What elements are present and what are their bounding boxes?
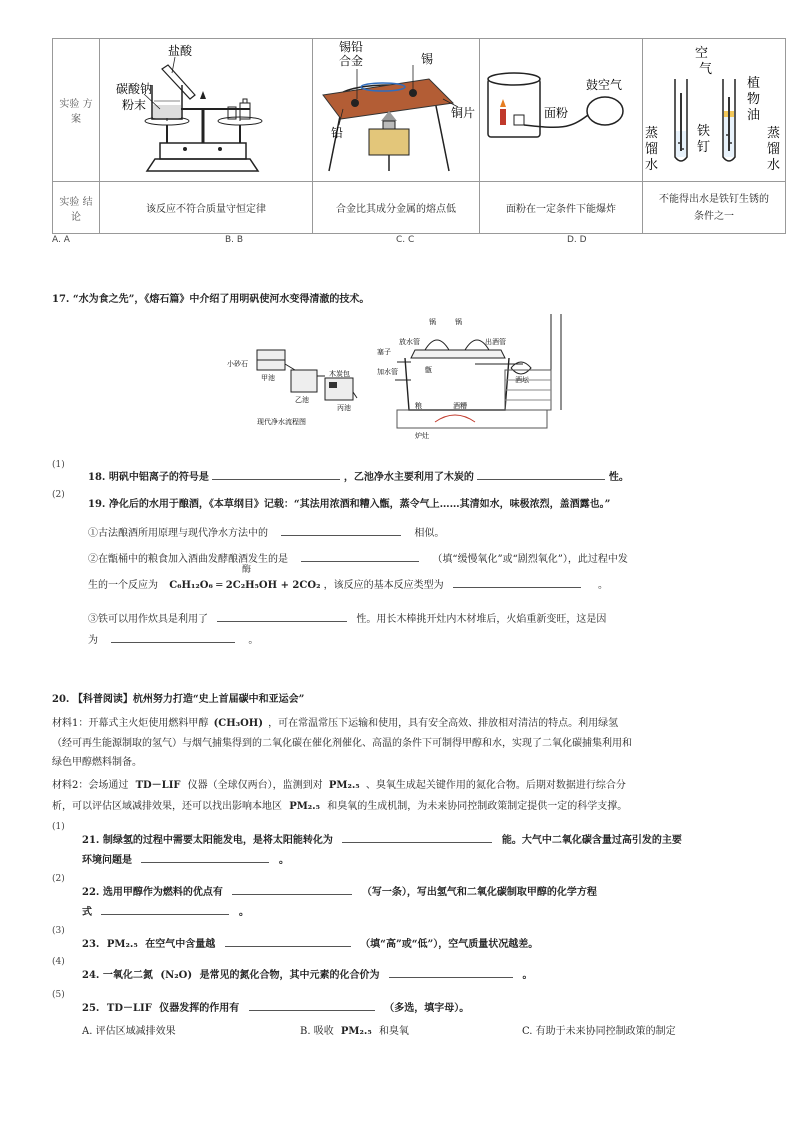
- row-header-conclusion: [53, 182, 100, 234]
- q23-part-number: (3): [52, 926, 65, 936]
- q20-m2-text-e: 和臭氧的生成机制，为未来协同控制政策制定提供一定的科学支撑。: [327, 801, 628, 812]
- q25-tdlif: TD－LIF: [106, 1003, 152, 1014]
- q21-text-d: 。: [278, 855, 289, 866]
- q19-ii-text-c: 生的一个反应为: [88, 580, 158, 591]
- q19-ii-line2: [88, 573, 608, 591]
- conclusion-d-text-1: 不能得出水是铁钉生锈的: [659, 193, 769, 205]
- label-lead: 铅: [331, 126, 344, 140]
- q21-line2: [82, 848, 289, 866]
- q19-ii-blank-reaction-type[interactable]: [453, 573, 581, 588]
- q24-blank-valence[interactable]: [389, 963, 513, 978]
- q25-option-a[interactable]: A. 评估区域减排效果: [82, 1026, 176, 1037]
- q21-line1: [82, 828, 682, 846]
- label-water-left-3: 水: [645, 158, 659, 173]
- q20-m2-text-d: 析，可以评估区域减排效果，还可以找出影响本地区: [52, 801, 282, 812]
- q25-text-b: 仪器发挥的作用有: [159, 1003, 240, 1014]
- q22-line1: [82, 880, 597, 898]
- iron-nail-rust-figure: [643, 39, 785, 177]
- label-stove: 炉灶: [415, 432, 429, 440]
- conclusion-c-text: 面粉在一定条件下能爆炸: [506, 204, 616, 215]
- label-wine-lees: 酒糟: [453, 402, 467, 410]
- q18-text-c: 性。: [608, 472, 629, 483]
- q24-part-number: (4): [52, 957, 65, 967]
- q19-ii-equation: C₆H₁₂O₆ ═ 2C₂H₅OH + 2CO₂: [169, 580, 321, 591]
- q21-text-b: 能。大气中二氧化碳含量过高引发的主要: [501, 835, 682, 846]
- q19-iii-text-c: 为: [88, 635, 98, 646]
- conclusion-a-text: 该反应不符合质量守恒定律: [146, 204, 266, 215]
- q19-ii-text-b: （填“缓慢氧化”或“剧烈氧化”），此过程中发: [432, 554, 628, 565]
- conclusion-d-text-2: 条件之一: [694, 210, 734, 222]
- q22-text-d: 。: [238, 907, 249, 918]
- q21-text-c: 环境问题是: [82, 855, 132, 866]
- label-na2co3: 碳酸钠: [116, 82, 153, 96]
- q22-text-a: 22. 选用甲醇作为燃料的优点有: [82, 887, 223, 898]
- q25-option-b-pm: PM₂.₅: [340, 1026, 372, 1037]
- q20-m1-formula: (CH₃OH): [213, 718, 263, 729]
- q20-m2-tdlif: TD－LIF: [135, 780, 181, 791]
- q22-text-c: 式: [82, 907, 92, 918]
- q18-blank-ion[interactable]: [212, 465, 340, 480]
- q19-iii-text-b: 性。用长木棒挑开灶内木材堆后，火焰重新变旺，这是因: [356, 614, 607, 625]
- q25-option-b-text-b: 和臭氧: [378, 1026, 409, 1037]
- q25-text-a: 25.: [82, 1003, 100, 1014]
- q19-iii-text-a: ③铁可以用作炊具是利用了: [88, 614, 208, 625]
- conclusion-d: [643, 182, 786, 234]
- q23-line: [82, 932, 538, 950]
- q20-m1-text-b: ，可在常温常压下运输和使用，具有安全高效、排放相对清洁的特点。利用绿氢: [268, 718, 619, 729]
- q22-blank-equation[interactable]: [101, 900, 229, 915]
- label-flour: 面粉: [544, 106, 569, 120]
- label-drain-pipe: 放水管: [399, 338, 420, 346]
- label-blow-air: 鼓空气: [586, 78, 623, 92]
- q22-part-number: (2): [52, 874, 65, 884]
- experiment-table: [52, 38, 786, 234]
- q21-part-number: (1): [52, 822, 65, 832]
- q25-line: [82, 996, 469, 1014]
- label-pot: 锅: [429, 318, 436, 326]
- q19-ii-blank-oxidation[interactable]: [301, 547, 419, 562]
- q19-i-line: [88, 521, 444, 539]
- q22-text-b: （写一条），写出氢气和二氧化碳制取甲醇的化学方程: [361, 887, 597, 898]
- copper-plate-figure: [313, 39, 479, 177]
- q23-text-b: 在空气中含量越: [145, 939, 216, 950]
- q19-ii-text-a: ②在甑桶中的粮食加入酒曲发酵酿酒发生的是: [88, 554, 288, 565]
- q24-formula: (N₂O): [160, 970, 193, 981]
- q19-ii-line1: [88, 547, 628, 565]
- balance-scale-figure: [100, 39, 312, 177]
- q19-iii-text-d: 。: [248, 635, 259, 646]
- q25-blank-function[interactable]: [249, 996, 375, 1011]
- q19-iii-line1: [88, 607, 606, 625]
- label-charcoal: 木炭包: [329, 370, 350, 378]
- label-nail: 铁: [697, 124, 711, 139]
- q23-blank-level[interactable]: [225, 932, 351, 947]
- water-purification-figure: [225, 340, 365, 430]
- q24-text-a: 24. 一氧化二氮: [82, 970, 153, 981]
- caption-flow: 现代净水流程图: [257, 418, 306, 426]
- q20-material1-line1: [52, 714, 618, 729]
- q19-ii-text-e: 。: [598, 580, 609, 591]
- conclusion-a: [100, 182, 313, 234]
- label-copper: 铜片: [451, 106, 476, 120]
- label-alloy: 合金: [339, 54, 364, 68]
- label-pool-bing: 丙池: [337, 404, 351, 412]
- label-grain: 粮: [415, 402, 422, 410]
- scheme-c-cell: [480, 39, 643, 182]
- scheme-a-cell: [100, 39, 313, 182]
- label-water-in: 加水管: [377, 368, 398, 376]
- q20-m2-pm: PM₂.₅: [328, 780, 360, 791]
- label-water-left: 蒸: [645, 126, 659, 141]
- label-pool-jia: 甲池: [261, 374, 275, 382]
- label-zeng: 甑: [425, 366, 432, 374]
- label-powder: 粉末: [122, 98, 147, 112]
- q21-blank-energy[interactable]: [342, 828, 492, 843]
- q20-m2-text-c: 、臭氧生成起关键作用的氮化合物。后期对数据进行综合分: [365, 780, 626, 791]
- option-a[interactable]: A. A: [52, 235, 70, 245]
- q25-part-number: (5): [52, 990, 65, 1000]
- q19-part-number: (2): [52, 490, 65, 500]
- q19-ii-text-d: ，该反应的基本反应类型为: [323, 580, 444, 591]
- label-oil: 植: [747, 76, 761, 91]
- row-header-plan-text: 实验 方案: [59, 99, 93, 125]
- label-water-left-2: 馏: [645, 142, 659, 157]
- q20-material1-line2: （经可再生能源制取的氢气）与烟气捕集得到的二氧化碳在催化剂催化、高温的条件下可制得甲醇和水，实现了二氧化碳捕集利用和: [52, 738, 632, 749]
- label-water-right-2: 馏: [767, 142, 781, 157]
- q18-blank-property[interactable]: [477, 465, 605, 480]
- label-pool-yi: 乙池: [295, 396, 309, 404]
- scheme-b-cell: [313, 39, 480, 182]
- q25-text-c: （多选，填字母）。: [384, 1003, 470, 1014]
- label-pot-2: 锅: [455, 318, 462, 326]
- q19-stem: 19. 净化后的水用于酿酒，《本草纲目》记载：“其法用浓酒和糟入甑，蒸令气上……其清如水，味极浓烈，盖酒露也。”: [88, 499, 611, 510]
- q19-iii-line2: [88, 628, 258, 646]
- label-water-right-3: 水: [767, 158, 781, 173]
- q19-i-blank[interactable]: [281, 521, 401, 536]
- q18-text-a: 18. 明矾中铝离子的符号是: [88, 472, 209, 483]
- q22-blank-advantage[interactable]: [232, 880, 352, 895]
- flour-explosion-figure: [480, 39, 642, 177]
- q24-text-b: 是常见的氮化合物，其中元素的化合价为: [199, 970, 380, 981]
- q19-i-text-a: ①古法酿酒所用原理与现代净水方法中的: [88, 528, 268, 539]
- q18-text-b: ，乙池净水主要利用了木炭的: [343, 472, 474, 483]
- q25-option-b[interactable]: [300, 1022, 409, 1037]
- q19-iii-blank-reason[interactable]: [111, 628, 235, 643]
- q21-text-a: 21. 制绿氢的过程中需要太阳能发电，是将太阳能转化为: [82, 835, 333, 846]
- conclusion-c: [480, 182, 643, 234]
- label-oil-3: 油: [747, 108, 761, 123]
- option-b[interactable]: B. B: [225, 235, 244, 245]
- label-outlet-tube: 出酒管: [485, 338, 506, 346]
- label-nail-2: 钉: [697, 140, 711, 155]
- option-c[interactable]: C. C: [396, 235, 415, 245]
- label-hcl: 盐酸: [168, 44, 193, 58]
- q20-m1-text-a: 材料1：开幕式主火炬使用燃料甲醇: [52, 718, 209, 729]
- q25-option-b-text-a: B. 吸收: [300, 1026, 334, 1037]
- q18-part-number: (1): [52, 460, 65, 470]
- label-small-sand: 小砂石: [227, 360, 248, 368]
- conclusion-b: [313, 182, 480, 234]
- q20-title: 20. 【科普阅读】杭州努力打造“史上首届碳中和亚运会”: [52, 694, 305, 705]
- distillation-stove-figure: [375, 310, 565, 445]
- conclusion-b-text: 合金比其成分金属的熔点低: [336, 204, 456, 215]
- label-plug: 塞子: [377, 348, 391, 356]
- q20-material2-line2: [52, 797, 627, 812]
- q19-ii-condition: 酶: [242, 565, 252, 575]
- label-air-2: 气: [699, 62, 713, 77]
- label-tin-lead-alloy: 锡铅: [339, 40, 364, 54]
- q20-m2-text-a: 材料2：会场通过: [52, 780, 129, 791]
- label-air: 空: [695, 46, 709, 61]
- row-header-plan: [53, 39, 100, 182]
- q20-m2-text-b: 仪器（全球仅两台），监测到对: [187, 780, 323, 791]
- label-water-right: 蒸: [767, 126, 781, 141]
- q19-iii-blank-property[interactable]: [217, 607, 347, 622]
- q19-i-text-b: 相似。: [414, 528, 445, 539]
- q21-blank-env-problem[interactable]: [141, 848, 269, 863]
- q24-text-c: 。: [522, 970, 533, 981]
- q23-text-a: 23.: [82, 939, 100, 950]
- q23-pm: PM₂.₅: [106, 939, 138, 950]
- label-oil-2: 物: [747, 92, 761, 107]
- q18-line: [88, 465, 629, 483]
- row-header-conclusion-text: 实验 结论: [59, 196, 93, 223]
- option-d[interactable]: D. D: [567, 235, 587, 245]
- q17-stem: 17. “水为食之先”，《熔石篇》中介绍了用明矾使河水变得清澈的技术。: [52, 294, 370, 305]
- q23-text-c: （填“高”或“低”），空气质量状况越差。: [360, 939, 539, 950]
- q20-material2-line1: [52, 776, 626, 791]
- q20-m2-pm-2: PM₂.₅: [289, 801, 321, 812]
- scheme-d-cell: [643, 39, 786, 182]
- q20-material1-line3: 绿色甲醇燃料制备。: [52, 757, 142, 768]
- q25-option-c[interactable]: C. 有助于未来协同控制政策的制定: [522, 1026, 676, 1037]
- q22-line2: [82, 900, 249, 918]
- q24-line: [82, 963, 533, 981]
- label-wine-jar: 酒坛: [515, 376, 529, 384]
- label-tin: 锡: [421, 52, 434, 66]
